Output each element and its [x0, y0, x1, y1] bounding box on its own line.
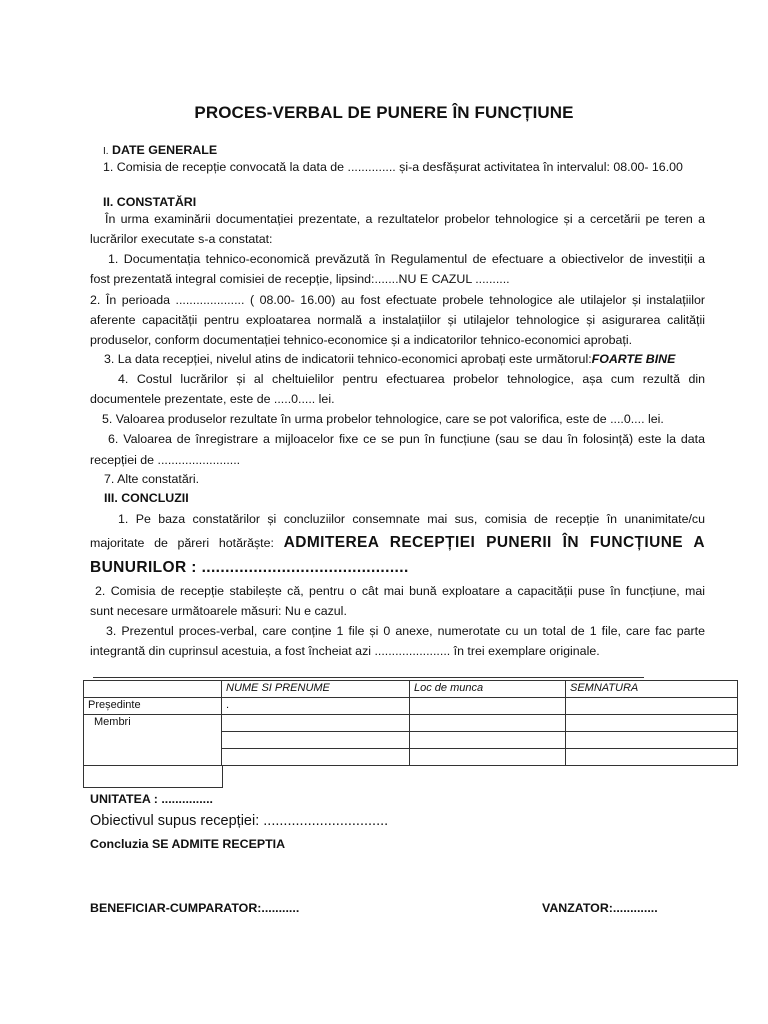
header-name: NUME SI PRENUME: [222, 681, 410, 698]
president-signature: [566, 698, 738, 715]
member-name: [222, 715, 410, 732]
table-row: [84, 698, 738, 715]
findings-item-3-text: 3. La data recepției, nivelul atins de indicatorii tehnico-economici aprobați este următorul:: [104, 352, 592, 366]
objective-field: Obiectivul supus recepției: ...............................: [90, 813, 389, 829]
member-workplace: [410, 715, 566, 732]
section-findings-heading: II. CONSTATĂRI: [103, 195, 197, 209]
table-corner-cell: [84, 681, 222, 698]
table-extra-cell: [83, 765, 223, 788]
document-title: PROCES-VERBAL DE PUNERE ÎN FUNCȚIUNE: [194, 103, 574, 122]
header-workplace: Loc de munca: [410, 681, 566, 698]
section-general-title: DATE GENERALE: [112, 143, 218, 157]
president-workplace: [410, 698, 566, 715]
member-signature: [566, 732, 738, 749]
conclusions-decision-prefix: majoritate de păreri hotărăște:: [90, 536, 274, 550]
conclusions-item-3-line-2: integrantă din cuprinsul acestuia, a fost încheiat azi ...................... în trei exemplare originale.: [90, 644, 600, 658]
findings-item-5: 5. Valoarea produselor rezultate în urma probelor tehnologice, care se pot valorifica, este de ....0.... lei.: [102, 412, 664, 426]
separator-line: [93, 677, 644, 678]
findings-item-2-line-2: aferente capacității pentru exploatarea normală a instalațiilor și utilajelor tehnologice și asigurarea calității: [90, 313, 705, 327]
findings-item-6-line-2: recepției de ........................: [90, 453, 241, 467]
findings-item-4-line-2: documentele prezentate, este de .....0..... lei.: [90, 392, 335, 406]
president-name: .: [222, 698, 410, 715]
findings-item-3: [104, 352, 675, 367]
table-header-row: [84, 681, 738, 698]
seller-signature-field: VANZATOR:.............: [542, 901, 658, 915]
findings-item-7: 7. Alte constatări.: [104, 472, 200, 486]
conclusions-item-1-line-1: 1. Pe baza constatărilor și concluziilor consemnate mai sus, comisia de recepție în unanimitate/cu: [118, 512, 705, 526]
unit-field: UNITATEA : ...............: [90, 792, 213, 806]
findings-item-2-line-1: 2. În perioada .................... ( 08.00- 16.00) au fost efectuate probele tehnologice ale utilajelor și instalațiilor: [90, 293, 705, 307]
findings-item-3-value: FOARTE BINE: [591, 352, 676, 366]
conclusions-item-1-line-2: [90, 535, 705, 551]
conclusion-line: Concluzia SE ADMITE RECEPTIA: [90, 837, 286, 851]
section-general-heading: [103, 143, 217, 159]
member-workplace: [410, 749, 566, 766]
member-workplace: [410, 732, 566, 749]
table-row: [84, 715, 738, 732]
header-signature: SEMNATURA: [566, 681, 738, 698]
conclusions-item-1-line-3: BUNURILOR : ............................................: [90, 559, 409, 576]
member-name: [222, 732, 410, 749]
buyer-signature-field: BENEFICIAR-CUMPARATOR:...........: [90, 901, 300, 915]
findings-item-1-line-2: fost prezentată integral comisiei de recepție, lipsind:.......NU E CAZUL ..........: [90, 272, 510, 286]
findings-item-2-line-3: produselor, conform documentației tehnico-economice și a indicatorilor tehnico-economici aprobați.: [90, 333, 633, 347]
conclusions-item-2-line-1: 2. Comisia de recepție stabilește că, pentru o cât mai bună exploatare a capacității puse în funcțiune, mai: [95, 584, 705, 598]
findings-item-6-line-1: 6. Valoarea de înregistrare a mijloacelor fixe ce se pun în funcțiune (sau se dau în folosință) este la data: [108, 432, 705, 446]
member-signature: [566, 749, 738, 766]
section-conclusions-heading: III. CONCLUZII: [104, 491, 189, 505]
conclusions-item-3-line-1: 3. Prezentul proces-verbal, care conține 1 file și 0 anexe, numerotate cu un total de 1 file, care fac parte: [106, 624, 705, 638]
general-item-1: 1. Comisia de recepție convocată la data de .............. și-a desfășurat activitatea în intervalul: 08.00- 16.00: [103, 160, 683, 174]
conclusions-decision: ADMITEREA RECEPȚIEI PUNERII ÎN FUNCȚIUNE A: [283, 534, 705, 551]
member-name: [222, 749, 410, 766]
findings-item-4-line-1: 4. Costul lucrărilor și al cheltuielilor pentru efectuarea probelor tehnologice, așa cum rezultă din: [118, 372, 705, 386]
commission-table: [83, 680, 738, 766]
member-signature: [566, 715, 738, 732]
members-label: Membri: [84, 715, 222, 766]
findings-intro-line-1: În urma examinării documentației prezentate, a rezultatelor probelor tehnologice și a cercetării pe teren a: [105, 212, 705, 226]
president-label: Președinte: [84, 698, 222, 715]
section-general-number: I.: [103, 146, 109, 157]
conclusions-item-2-line-2: sunt necesare următoarele măsuri: Nu e cazul.: [90, 604, 347, 618]
findings-intro-line-2: lucrărilor executate s-a constatat:: [90, 232, 273, 246]
findings-item-1-line-1: 1. Documentația tehnico-economică prevăzută în Regulamentul de efectuare a obiectivelor de investiții a: [108, 252, 705, 266]
